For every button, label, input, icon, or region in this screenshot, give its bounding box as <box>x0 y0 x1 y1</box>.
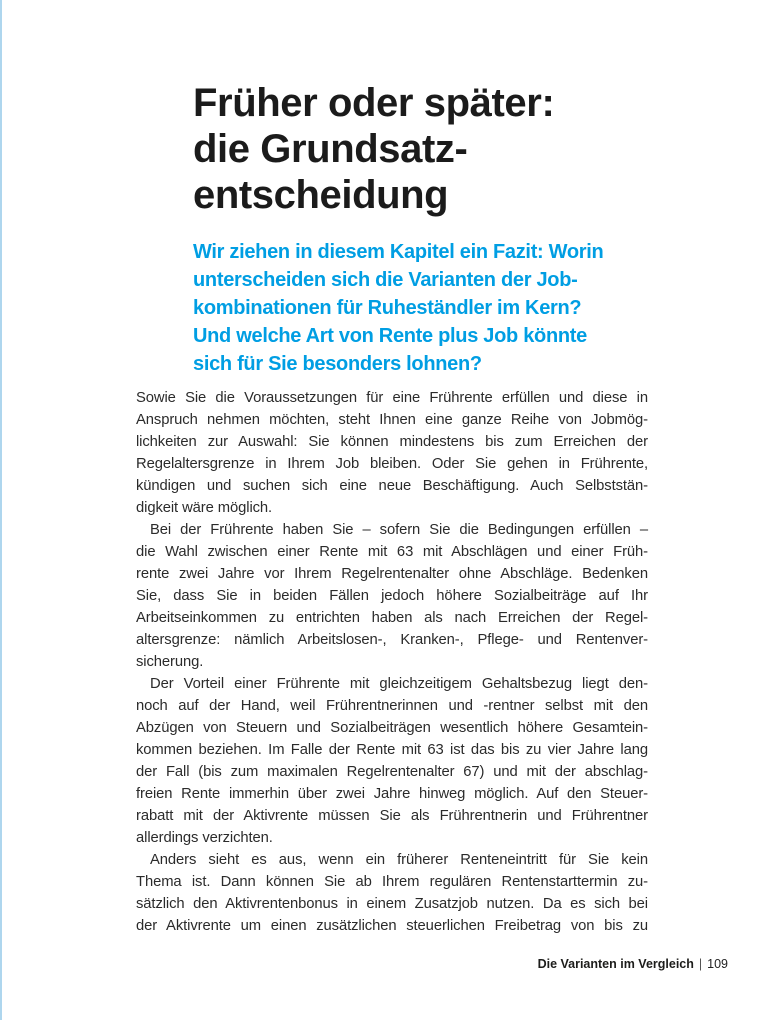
text-line: Der Vorteil einer Frührente mit gleichzeitigem Gehaltsbezug liegt den- <box>150 676 648 692</box>
footer-page-number: 109 <box>707 957 728 971</box>
chapter-title-line: Früher oder später: <box>193 81 555 125</box>
text-line: rabatt mit der Aktivrente müssen Sie als Frührentnerin und Frührentner <box>136 808 648 824</box>
text-line: Abzügen von Steuern und Sozialbeiträgen wesentlich höhere Gesamtein- <box>136 720 648 736</box>
text-line: Anders sieht es aus, wenn ein früherer Renteneintritt für Sie kein <box>150 852 648 868</box>
chapter-lead-line: kombinationen für Ruheständler im Kern? <box>193 297 582 319</box>
text-line: die Wahl zwischen einer Rente mit 63 mit Abschlägen und einer Früh- <box>136 544 648 560</box>
text-line: Bei der Frührente haben Sie – sofern Sie die Bedingungen erfüllen – <box>150 522 648 538</box>
text-line: digkeit wäre möglich. <box>136 500 273 516</box>
chapter-title <box>193 80 554 218</box>
text-line: Sie, dass Sie in beiden Fällen jedoch höhere Sozialbeiträge auf Ihr <box>136 588 648 604</box>
page-footer <box>538 956 728 973</box>
text-line: noch auf der Hand, weil Frührentnerinnen und -rentner selbst mit den <box>136 698 648 714</box>
text-line: Arbeitseinkommen zu entrichten haben als nach Erreichen der Regel- <box>136 610 648 626</box>
text-line: der Aktivrente um einen zusätzlichen steuerlichen Freibetrag von bis zu <box>136 918 648 934</box>
text-line: Regelaltersgrenze in Ihrem Job bleiben. Oder Sie gehen in Frührente, <box>136 456 648 472</box>
chapter-title-line: entscheidung <box>193 173 449 217</box>
chapter-lead-line: unterscheiden sich die Varianten der Job- <box>193 269 578 291</box>
footer-chapter-label: Die Varianten im Vergleich <box>537 957 694 971</box>
text-line: Anspruch nehmen möchten, steht Ihnen eine ganze Reihe von Jobmög- <box>136 412 648 428</box>
text-line: der Fall (bis zum maximalen Regelrentenalter 67) und mit der abschlag- <box>136 764 648 780</box>
text-line: rente zwei Jahre vor Ihrem Regelrentenalter ohne Abschläge. Bedenken <box>136 566 648 582</box>
paragraph <box>136 849 648 937</box>
text-line: altersgrenze: nämlich Arbeitslosen-, Kranken-, Pflege- und Rentenver- <box>136 632 648 648</box>
text-line: kündigen und suchen sich eine neue Beschäftigung. Auch Selbststän- <box>136 478 648 494</box>
chapter-title-line: die Grundsatz- <box>193 127 468 171</box>
chapter-lead-line: Und welche Art von Rente plus Job könnte <box>193 325 587 347</box>
text-line: allerdings verzichten. <box>136 830 273 846</box>
text-line: sätzlich den Aktivrentenbonus in einem Zusatzjob nutzen. Da es sich bei <box>136 896 648 912</box>
chapter-lead-line: sich für Sie besonders lohnen? <box>193 353 482 375</box>
paragraph <box>136 519 648 673</box>
body-text <box>136 387 648 937</box>
text-line: Thema ist. Dann können Sie ab Ihrem regulären Rentenstarttermin zu- <box>136 874 648 890</box>
chapter-lead <box>193 238 603 378</box>
text-line: freien Rente immerhin über zwei Jahre hinweg möglich. Auf den Steuer- <box>136 786 648 802</box>
text-line: Sowie Sie die Voraussetzungen für eine Frührente erfüllen und diese in <box>136 390 648 406</box>
paragraph <box>136 387 648 519</box>
page-edge-line <box>0 0 2 1020</box>
chapter-lead-line: Wir ziehen in diesem Kapitel ein Fazit: Worin <box>193 241 604 263</box>
text-line: kommen beziehen. Im Falle der Rente mit 63 ist das bis zu vier Jahre lang <box>136 742 648 758</box>
paragraph <box>136 673 648 849</box>
text-line: sicherung. <box>136 654 204 670</box>
footer-separator: | <box>698 957 703 971</box>
text-line: lichkeiten zur Auswahl: Sie können mindestens bis zum Erreichen der <box>136 434 648 450</box>
